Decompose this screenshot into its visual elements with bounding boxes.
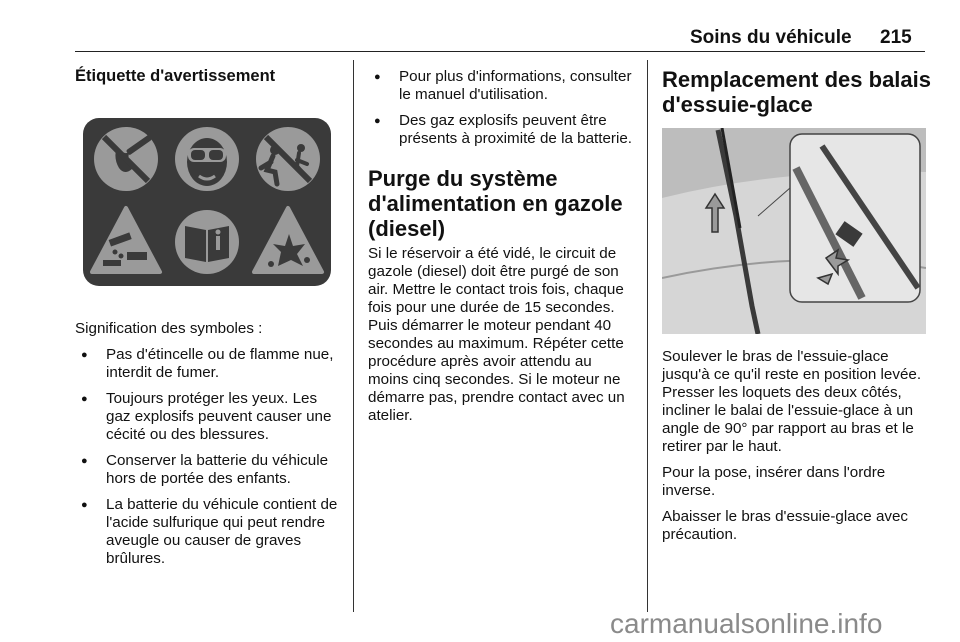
- warning-label-illustration: [75, 96, 339, 306]
- manual-book-icon: [175, 210, 239, 274]
- warning-label-heading: Étiquette d'avertissement: [75, 67, 276, 85]
- list-item: ● Pour plus d'informations, consulter le manuel d'utilisation.: [368, 68, 634, 104]
- middle-column-text: [368, 68, 634, 433]
- symbols-intro: Signification des symboles :: [75, 320, 263, 337]
- page-number: 215: [880, 27, 912, 48]
- column-divider-left: [353, 60, 354, 612]
- warning-label-figure: [75, 96, 339, 306]
- left-column-text: [75, 320, 343, 576]
- column-divider-right: [647, 60, 648, 612]
- eye-protection-icon: [175, 127, 239, 191]
- right-column-text: [662, 348, 928, 552]
- wiper-replacement-heading: Remplacement des balais d'essuie-glace: [662, 67, 932, 117]
- battery-info-list: [368, 68, 634, 148]
- page-header-title: Soins du véhicule: [690, 27, 852, 48]
- header-divider: [75, 51, 925, 52]
- keep-children-away-icon: [256, 127, 320, 191]
- wiper-step-3: Abaisser le bras d'essuie-glace avec précaution.: [662, 508, 909, 543]
- site-watermark: carmanualsonline.info: [610, 608, 883, 639]
- symbol-meanings-list: [75, 346, 343, 568]
- list-item: ● Toujours protéger les yeux. Les gaz explosifs peuvent causer une cécité ou des blessures.: [75, 390, 343, 444]
- wiper-illustration: [662, 128, 926, 334]
- list-item: ● Pas d'étincelle ou de flamme nue, interdit de fumer.: [75, 346, 343, 382]
- wiper-step-2: Pour la pose, insérer dans l'ordre inverse.: [662, 464, 886, 499]
- list-item: ● Des gaz explosifs peuvent être présents à proximité de la batterie.: [368, 112, 634, 148]
- list-item: ● Conserver la batterie du véhicule hors de portée des enfants.: [75, 452, 343, 488]
- wiper-step-1: Soulever le bras de l'essuie-glace jusqu'à ce qu'il reste en position levée. Presser les loquets des deux côtés, incliner le balai de l'essuie-glace à un angle de 90° par rapport au bras et le retirer par le haut.: [662, 348, 922, 455]
- diesel-purge-body: Si le réservoir a été vidé, le circuit de gazole (diesel) doit être purgé de son air. Mettre le contact trois fois, chaque fois pour une durée de 15 secondes. Puis démarrer le moteur pendant 40 secondes au maximum. Répéter cette procédure après avoir attendu au moins cinq secondes. Si le moteur ne démarre pas, prendre contact avec un atelier.: [368, 245, 625, 424]
- diesel-purge-heading: Purge du système d'alimentation en gazole (diesel): [368, 166, 623, 241]
- list-item: ● La batterie du véhicule contient de l'acide sulfurique qui peut rendre aveugle ou causer de graves brûlures.: [75, 496, 343, 568]
- no-flame-icon: [94, 127, 158, 191]
- wiper-figure: [662, 128, 926, 334]
